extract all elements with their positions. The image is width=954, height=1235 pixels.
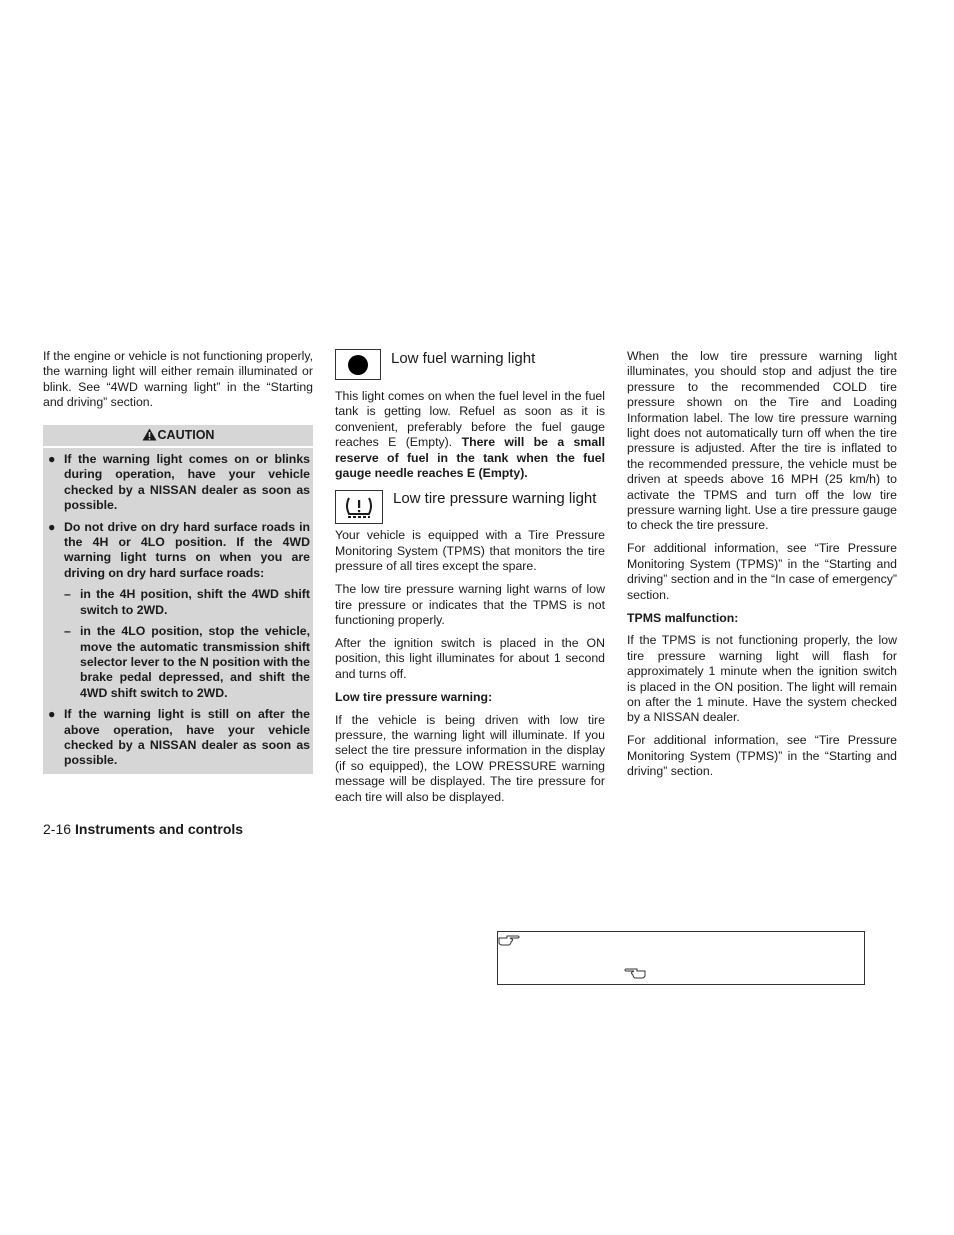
additional-info-paragraph-1: For additional information, see “Tire Pressure Monitoring System (TPMS)” in the “Starting and driving” section and in the “In case of emergency” section.: [627, 541, 897, 602]
caution-bullet: ● Do not drive on dry hard surface roads in the 4H or 4LO position. If the 4WD warning light turns on when you are driving on dry hard surface roads:: [48, 519, 310, 580]
tpms-paragraph-1: Your vehicle is equipped with a Tire Pressure Monitoring System (TPMS) that monitors the tire pressure of all tires except the spare.: [335, 528, 605, 574]
caution-header: [43, 425, 313, 448]
low-fuel-paragraph: This light comes on when the fuel level in the fuel tank is getting low. Refuel as soon as it is convenient, preferably before the fuel gauge reaches E (Empty). There will be a small reserve of fuel in the tank when the fuel gauge needle reaches E (Empty).: [335, 389, 606, 481]
tpms-paragraph-3: After the ignition switch is placed in the ON position, this light illuminates for about 1 second and turns off.: [335, 635, 605, 681]
pointing-hand-icon: [498, 933, 520, 947]
caution-box: [43, 425, 313, 774]
page-number: 2-16: [43, 821, 72, 837]
caution-bullet: ● If the warning light is still on after the above operation, have your vehicle checked by a NISSAN dealer as soon as possible.: [48, 707, 310, 768]
low-fuel-heading: Low fuel warning light: [391, 350, 536, 367]
intro-paragraph: If the engine or vehicle is not functioning properly, the warning light will either remain illuminated or blink. See “4WD warning light” in the “Starting and driving” section.: [43, 349, 313, 410]
caution-title: CAUTION: [157, 427, 215, 442]
column-left: [43, 349, 313, 774]
warning-triangle-icon: [142, 428, 157, 441]
page-footer: [43, 821, 243, 837]
low-fuel-icon-box: [335, 349, 381, 380]
section-title: Instruments and controls: [75, 821, 244, 837]
tpms-malfunction-subheading: TPMS malfunction:: [627, 610, 739, 625]
filled-circle-icon: [347, 354, 369, 376]
column-right: [627, 349, 897, 787]
tire-pressure-icon-box: [335, 490, 383, 524]
additional-info-paragraph-2: For additional information, see “Tire Pressure Monitoring System (TPMS)” in the “Starting and driving” section.: [627, 733, 897, 779]
low-tire-pressure-subheading: Low tire pressure warning:: [335, 689, 493, 704]
caution-sub-item: – in the 4LO position, stop the vehicle, move the automatic transmission shift selector lever to the N position with the brake pedal depressed, and shift the 4WD shift switch to 2WD.: [64, 624, 310, 700]
caution-sub-item: – in the 4H position, shift the 4WD shift switch to 2WD.: [64, 587, 310, 617]
tpms-adjust-paragraph: When the low tire pressure warning light illuminates, you should stop and adjust the tire pressure to the recommended COLD tire pressure shown on the Tire and Loading Information label. The low tire pressure warning light does not automatically turn off when the tire pressure is adjusted. After the tire is inflated to the recommended pressure, the vehicle must be driven at speeds above 16 MPH (25 km/h) to activate the TPMS and turn off the low tire pressure warning light. Use a tire pressure gauge to check the tire pressure.: [627, 349, 897, 533]
caution-bullet: ● If the warning light comes on or blinks during operation, have your vehicle checked by a NISSAN dealer as soon as possible.: [48, 452, 310, 513]
tpms-paragraph-2: The low tire pressure warning light warns of low tire pressure or indicates that the TPMS is not functioning properly.: [335, 582, 605, 627]
tpms-malfunction-paragraph: If the TPMS is not functioning properly, the low tire pressure warning light will flash for approximately 1 minute when the ignition switch is placed in the ON position. The light will remain on after the 1 minute. Have the system checked by a NISSAN dealer.: [627, 633, 897, 725]
tire-pressure-warning-icon: [342, 495, 376, 519]
tire-pressure-heading: Low tire pressure warning light: [393, 490, 597, 508]
tpms-paragraph-4: If the vehicle is being driven with low tire pressure, the warning light will illuminate. If you select the tire pressure information in the display (if so equipped), the LOW PRESSURE warning message will be displayed. The tire pressure for each tire will also be displayed.: [335, 712, 605, 804]
pointing-hand-icon: [624, 966, 646, 980]
reference-box: [497, 931, 865, 985]
column-middle: [335, 349, 605, 812]
